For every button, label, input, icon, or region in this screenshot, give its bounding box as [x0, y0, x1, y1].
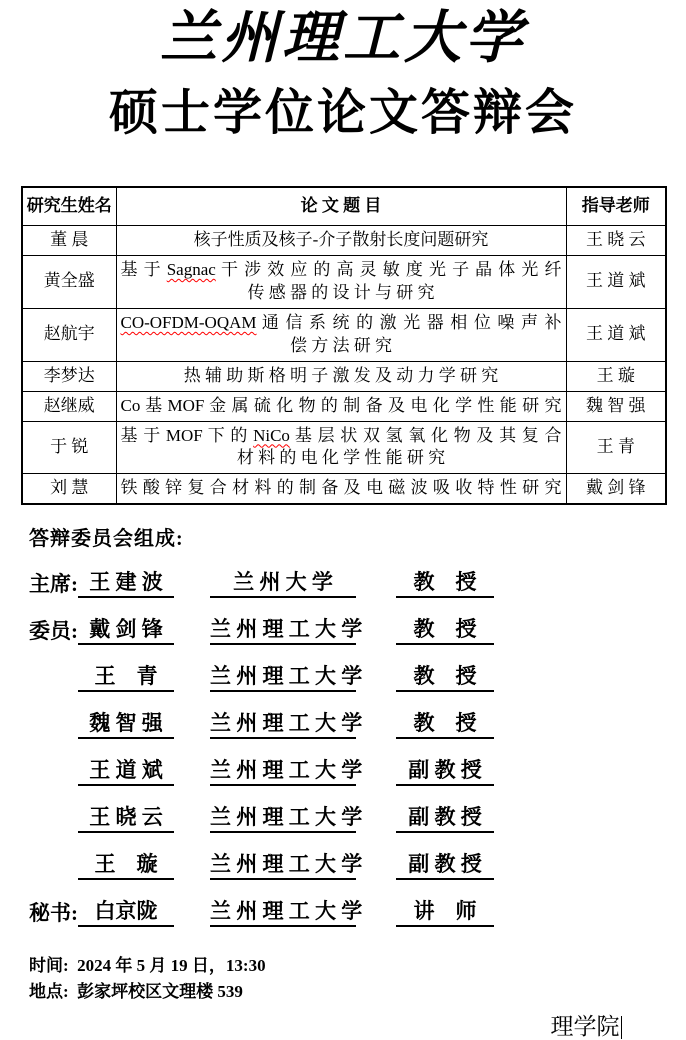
advisor-name: 戴 剑 锋 — [566, 474, 666, 504]
committee-row — [29, 851, 686, 880]
university-title: 兰州理工大学 — [160, 4, 526, 71]
table-row — [22, 361, 666, 391]
table-row — [22, 225, 666, 255]
spellcheck-term: NiCo — [253, 425, 290, 445]
thesis-title-line: 核子性质及核子-介子散射长度问题研究 — [193, 229, 489, 249]
committee-row — [29, 757, 686, 786]
advisor-name: 王 璇 — [566, 361, 666, 391]
defense-roster-table — [21, 186, 667, 505]
committee-member-affiliation: 兰 州 理 工 大 学 — [210, 710, 356, 739]
committee-member-affiliation: 兰 州 理 工 大 学 — [210, 804, 356, 833]
committee-member-affiliation: 兰 州 大 学 — [210, 569, 356, 598]
thesis-title-line: 铁 酸 锌 复 合 材 料 的 制 备 及 电 磁 波 吸 收 特 性 研 究 — [120, 478, 562, 498]
advisor-name: 王 道 斌 — [566, 255, 666, 308]
document-page[interactable] — [0, 4, 686, 1040]
committee-member-name: 王 晓 云 — [78, 804, 174, 833]
student-name: 赵继威 — [22, 391, 116, 421]
committee-row — [29, 616, 686, 645]
committee-member-affiliation: 兰 州 理 工 大 学 — [210, 851, 356, 880]
student-name: 李梦达 — [22, 361, 116, 391]
title-text: 通 信 系 统 的 激 光 器 相 位 噪 声 补 — [256, 312, 562, 332]
committee-row — [29, 898, 686, 927]
time-value: 2024 年 5 月 19 日，13:30 — [77, 956, 266, 976]
title-text: 基 于 MOF 下 的 — [120, 425, 254, 445]
thesis-title-line: 热 辅 助 斯 格 明 子 激 发 及 动 力 学 研 究 — [183, 365, 499, 385]
committee-member-affiliation: 兰 州 理 工 大 学 — [210, 663, 356, 692]
place-value: 彭家坪校区文理楼 539 — [77, 982, 243, 1002]
advisor-name: 王 晓 云 — [566, 225, 666, 255]
time-line — [29, 954, 686, 978]
thesis-title-line: Co 基 MOF 金 属 硫 化 物 的 制 备 及 电 化 学 性 能 研 究 — [120, 395, 562, 415]
committee-member-name: 王 青 — [78, 663, 174, 692]
table-row — [22, 308, 666, 361]
table-row — [22, 391, 666, 421]
title-text: 基 于 — [120, 259, 167, 279]
committee-member-title: 教 授 — [396, 710, 494, 739]
thesis-title-line — [121, 259, 562, 282]
signature-text: 理学院 — [550, 1014, 620, 1040]
student-name: 于 锐 — [22, 421, 116, 474]
advisor-name: 王 青 — [566, 421, 666, 474]
thesis-title-line: 传 感 器 的 设 计 与 研 究 — [247, 282, 435, 302]
committee-member-name: 白京陇 — [78, 898, 174, 927]
committee-member-title: 副 教 授 — [396, 851, 494, 880]
thesis-title-cell — [116, 421, 566, 474]
committee-member-name: 王 建 波 — [78, 569, 174, 598]
thesis-title-line — [121, 312, 562, 335]
time-label: 时间: — [29, 956, 78, 976]
committee-member-affiliation: 兰 州 理 工 大 学 — [210, 898, 356, 927]
header-thesis-title: 论 文 题 目 — [116, 187, 566, 225]
header-advisor: 指导老师 — [566, 187, 666, 225]
event-title: 硕士学位论文答辩会 — [108, 86, 577, 140]
signature-line — [0, 1014, 622, 1040]
committee-member-name: 王 璇 — [78, 851, 174, 880]
committee-role-label: 秘书: — [29, 901, 84, 926]
table-header-row — [22, 187, 666, 225]
committee-member-title: 讲 师 — [396, 898, 494, 927]
advisor-name: 王 道 斌 — [566, 308, 666, 361]
thesis-title-cell — [116, 225, 566, 255]
committee-member-name: 戴 剑 锋 — [78, 616, 174, 645]
thesis-title-cell — [116, 474, 566, 504]
title-text: 基 层 状 双 氢 氧 化 物 及 其 复 合 — [289, 425, 562, 445]
student-name: 黄全盛 — [22, 255, 116, 308]
advisor-name: 魏 智 强 — [566, 391, 666, 421]
student-name: 赵航宇 — [22, 308, 116, 361]
committee-row — [29, 710, 686, 739]
table-row — [22, 421, 666, 474]
text-cursor — [621, 1016, 623, 1039]
committee-role-label: 委员: — [29, 619, 84, 644]
committee-member-name: 魏 智 强 — [78, 710, 174, 739]
table-row — [22, 474, 666, 504]
student-name: 董 晨 — [22, 225, 116, 255]
committee-member-title: 教 授 — [396, 616, 494, 645]
committee-row — [29, 569, 686, 598]
committee-member-title: 教 授 — [396, 663, 494, 692]
committee-heading: 答辩委员会组成: — [29, 528, 184, 551]
header-student-name: 研究生姓名 — [22, 187, 116, 225]
table-row — [22, 255, 666, 308]
committee-role-label: 主席: — [29, 572, 84, 597]
thesis-title-cell — [116, 255, 566, 308]
committee-member-affiliation: 兰 州 理 工 大 学 — [210, 616, 356, 645]
student-name: 刘 慧 — [22, 474, 116, 504]
committee-member-title: 教 授 — [396, 569, 494, 598]
thesis-title-cell — [116, 308, 566, 361]
committee-row — [29, 804, 686, 833]
thesis-title-cell — [116, 391, 566, 421]
title-text: 干 涉 效 应 的 高 灵 敏 度 光 子 晶 体 光 纤 — [215, 259, 562, 279]
place-label: 地点: — [29, 982, 78, 1002]
committee-member-affiliation: 兰 州 理 工 大 学 — [210, 757, 356, 786]
committee-row — [29, 663, 686, 692]
thesis-title-line: 偿 方 法 研 究 — [290, 335, 392, 355]
committee-member-name: 王 道 斌 — [78, 757, 174, 786]
spellcheck-term: CO-OFDM-OQAM — [120, 312, 257, 332]
committee-member-title: 副 教 授 — [396, 804, 494, 833]
thesis-title-line: 材 料 的 电 化 学 性 能 研 究 — [236, 448, 446, 468]
thesis-title-line — [121, 425, 562, 448]
spellcheck-term: Sagnac — [166, 259, 216, 279]
committee-member-title: 副 教 授 — [396, 757, 494, 786]
thesis-title-cell — [116, 361, 566, 391]
